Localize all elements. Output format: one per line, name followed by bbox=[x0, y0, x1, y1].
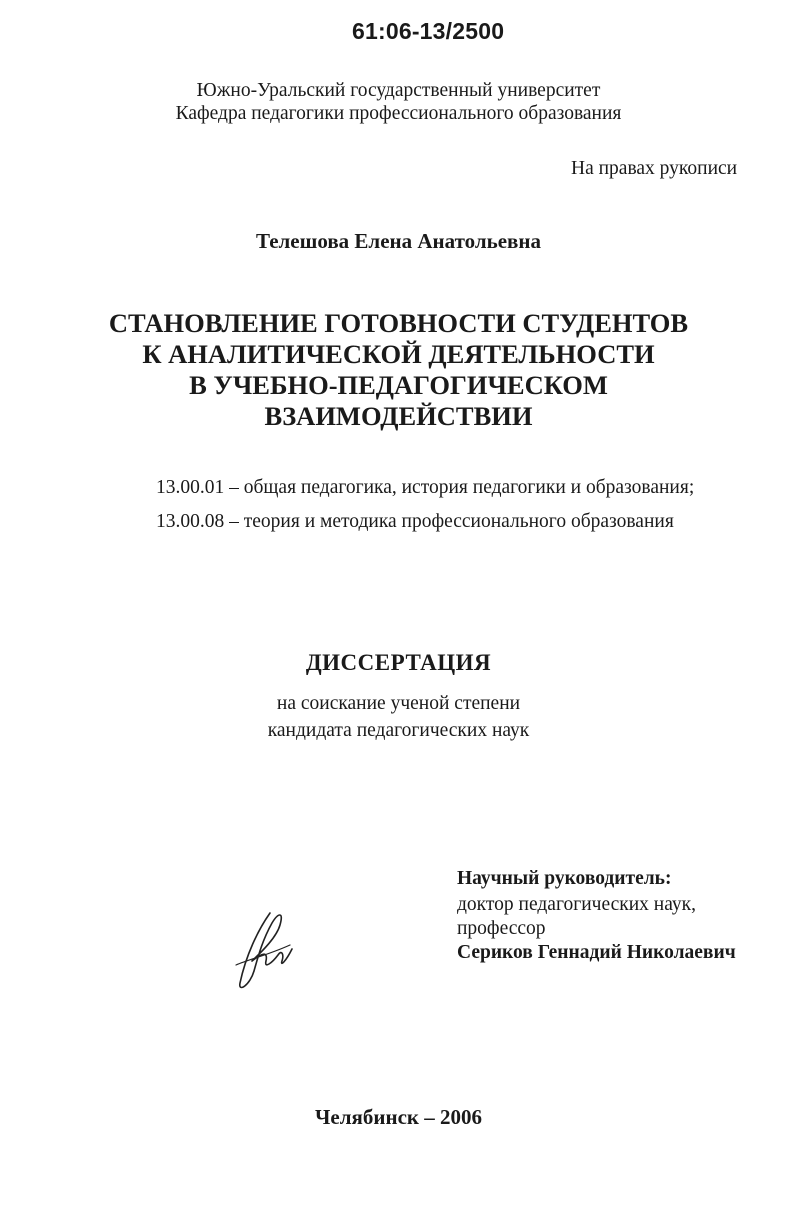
dissertation-label: ДИССЕРТАЦИЯ bbox=[305, 650, 492, 675]
dissertation-title bbox=[0, 308, 797, 432]
title-line-2: К АНАЛИТИЧЕСКОЙ ДЕЯТЕЛЬНОСТИ bbox=[142, 339, 655, 369]
manuscript-note: На правах рукописи bbox=[571, 158, 738, 179]
city-year: Челябинск – 2006 bbox=[315, 1105, 482, 1129]
archive-code: 61:06-13/2500 bbox=[352, 18, 505, 44]
university-name: Южно-Уральский государственный университет bbox=[196, 80, 601, 101]
specialty-1: 13.00.01 – общая педагогика, история педагогики и образования; bbox=[156, 477, 695, 498]
degree-line-1: на соискание ученой степени bbox=[276, 693, 521, 714]
degree-line-2: кандидата педагогических наук bbox=[267, 720, 530, 741]
author-name: Телешова Елена Анатольевна bbox=[255, 229, 542, 253]
title-line-3: В УЧЕБНО-ПЕДАГОГИЧЕСКОМ bbox=[189, 370, 608, 400]
supervisor-heading: Научный руководитель: bbox=[457, 868, 672, 889]
handwritten-signature bbox=[228, 905, 298, 995]
title-line-1: СТАНОВЛЕНИЕ ГОТОВНОСТИ СТУДЕНТОВ bbox=[108, 308, 689, 338]
title-line-4: ВЗАИМОДЕЙСТВИИ bbox=[264, 401, 533, 431]
supervisor-rank: профессор bbox=[457, 918, 546, 939]
department-name: Кафедра педагогики профессионального образования bbox=[175, 103, 622, 124]
specialty-2: 13.00.08 – теория и методика профессионального образования bbox=[156, 511, 674, 532]
supervisor-name: Сериков Геннадий Николаевич bbox=[457, 942, 736, 963]
supervisor-degree: доктор педагогических наук, bbox=[457, 894, 696, 915]
